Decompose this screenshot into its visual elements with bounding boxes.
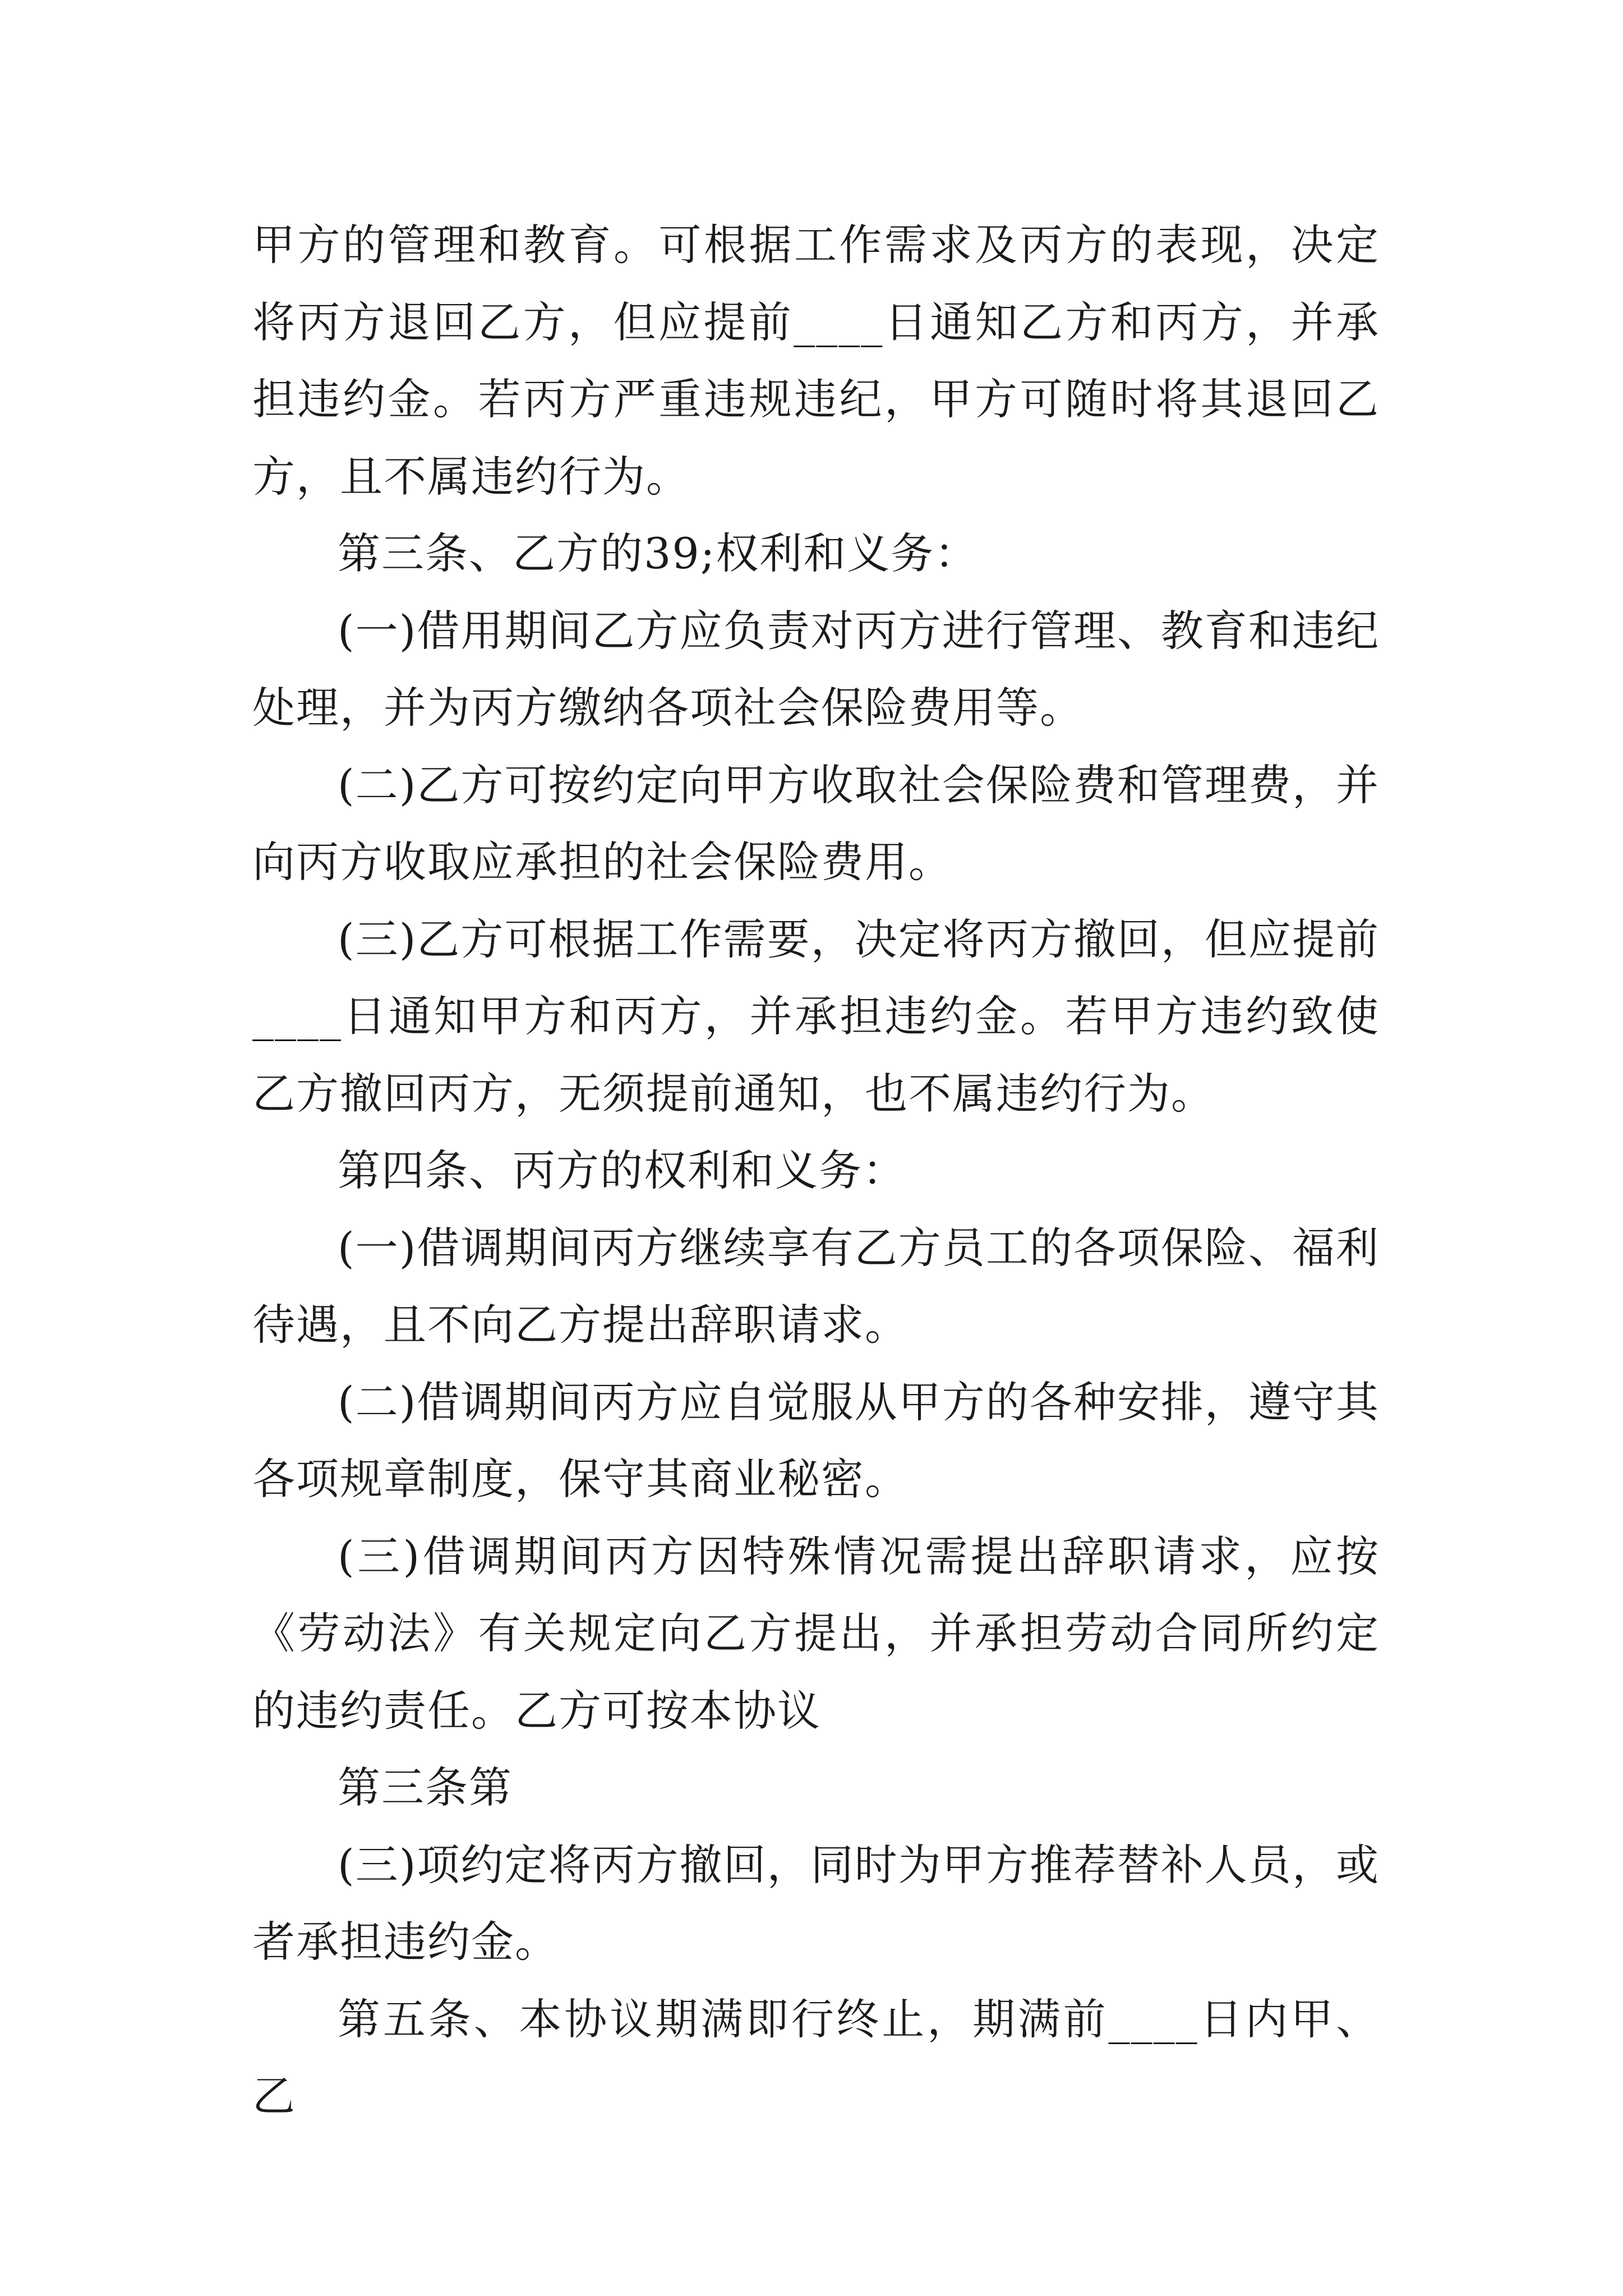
- article-3-item-2: (二)乙方可按约定向甲方收取社会保险费和管理费，并向丙方收取应承担的社会保险费用。: [252, 760, 1380, 887]
- document-body: [252, 206, 1380, 2135]
- article-3-item-3-reference: (三)项约定将丙方撤回，同时为甲方推荐替补人员，或者承担违约金。: [252, 1839, 1380, 1967]
- article-4-item-3: (三)借调期间丙方因特殊情况需提出辞职请求，应按《劳动法》有关规定向乙方提出，并承担劳动合同所约定的违约责任。乙方可按本协议: [252, 1531, 1380, 1736]
- article-4-heading: 第四条、丙方的权利和义务：: [338, 1145, 906, 1195]
- article-3-item-1: (一)借用期间乙方应负责对丙方进行管理、教育和违纪处理，并为丙方缴纳各项社会保险费用等。: [252, 605, 1380, 733]
- article-4-item-2: (二)借调期间丙方应自觉服从甲方的各种安排，遵守其各项规章制度，保守其商业秘密。: [252, 1377, 1380, 1504]
- article-3-heading: 第三条、乙方的39;权利和义务：: [338, 528, 979, 578]
- article-4-item-1: (一)借调期间丙方继续享有乙方员工的各项保险、福利待遇，且不向乙方提出辞职请求。: [252, 1222, 1380, 1350]
- article-3-reference: 第三条第: [338, 1763, 513, 1812]
- paragraph-continuation: 甲方的管理和教育。可根据工作需求及丙方的表现，决定将丙方退回乙方，但应提前____日通知乙方和丙方，并承担违约金。若丙方严重违规违纪，甲方可随时将其退回乙方，且不属违约行为。: [252, 220, 1380, 501]
- article-5-paragraph: 第五条、本协议期满即行终止，期满前____日内甲、乙: [252, 1994, 1380, 2121]
- article-3-item-3: (三)乙方可根据工作需要，决定将丙方撤回，但应提前____日通知甲方和丙方，并承担违约金。若甲方违约致使乙方撤回丙方，无须提前通知，也不属违约行为。: [252, 914, 1380, 1119]
